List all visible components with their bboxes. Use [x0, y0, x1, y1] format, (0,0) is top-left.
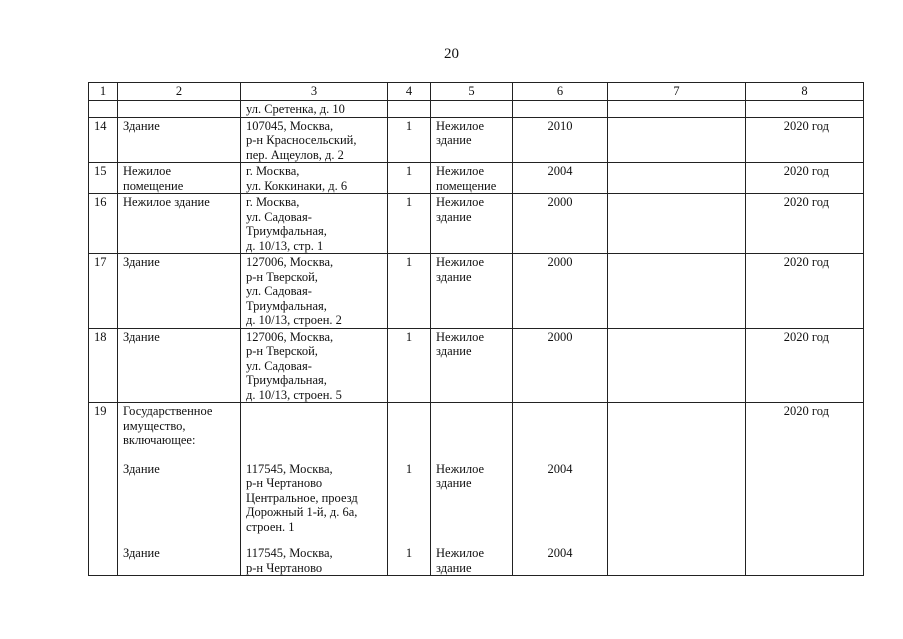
table-row — [89, 194, 864, 254]
cell-note — [608, 163, 746, 194]
spacer — [246, 404, 382, 419]
spacer — [123, 505, 235, 520]
text-line: 127006, Москва, — [246, 329, 334, 344]
text-line: д. 10/13, строен. 2 — [246, 313, 342, 327]
spacer — [518, 476, 602, 491]
cell-purpose — [431, 403, 513, 576]
spacer — [518, 448, 602, 462]
text-line: г. Москва, — [246, 164, 300, 178]
cell-qty — [388, 403, 431, 576]
table-row — [89, 163, 864, 194]
text-line: Нежилое — [436, 461, 485, 476]
cell-note — [608, 328, 746, 403]
text-line: Государственное — [123, 404, 213, 418]
text-line: р-н Чертаново — [246, 476, 323, 490]
cell-qty: 1 — [388, 194, 431, 254]
cell-year: 2004 — [513, 163, 608, 194]
spacer — [246, 433, 382, 448]
text-line: Триумфальная, — [246, 298, 327, 313]
cell-name — [118, 163, 241, 194]
text-line: пер. Ащеулов, д. 2 — [246, 147, 344, 162]
cell-year: 2010 — [513, 117, 608, 163]
spacer — [518, 561, 602, 576]
cell-note — [608, 254, 746, 329]
cell-purpose — [431, 328, 513, 403]
cell-purpose — [431, 101, 513, 118]
text-line: здание — [436, 209, 472, 224]
cell-address — [241, 117, 388, 163]
spacer — [436, 520, 507, 535]
spacer — [123, 520, 235, 535]
cell-name — [118, 403, 241, 576]
text-line: г. Москва, — [246, 195, 300, 209]
spacer — [246, 448, 382, 462]
text-line: включающее: — [123, 433, 196, 447]
spacer — [436, 505, 507, 520]
cell-address — [241, 254, 388, 329]
spacer — [393, 404, 425, 419]
spacer — [518, 505, 602, 520]
cell-period — [746, 101, 864, 118]
property-table — [88, 82, 864, 576]
cell-address — [241, 101, 388, 118]
text-line: Нежилое — [123, 164, 172, 178]
item-qty: 1 — [405, 546, 413, 560]
text-line: здание — [436, 476, 472, 490]
spacer — [393, 448, 425, 462]
spacer — [393, 433, 425, 448]
text-line: Здание — [123, 255, 160, 269]
text-line: р-н Тверской, — [246, 344, 318, 358]
cell-year — [513, 403, 608, 576]
cell-note — [608, 117, 746, 163]
text-line: Триумфальная, — [246, 224, 327, 238]
column-header-row — [89, 83, 864, 101]
spacer — [518, 404, 602, 419]
text-line: Нежилое — [436, 118, 485, 133]
text-line: д. 10/13, стр. 1 — [246, 238, 324, 253]
spacer — [436, 448, 507, 462]
text-line: имущество, — [123, 418, 186, 433]
cell-name — [118, 254, 241, 329]
column-header-2: 2 — [118, 83, 241, 101]
text-line: здание — [436, 344, 472, 358]
text-line: 127006, Москва, — [246, 255, 334, 269]
text-line: Нежилое здание — [123, 195, 210, 209]
text-line: Нежилое — [436, 546, 485, 560]
continuation-row — [89, 101, 864, 118]
spacer — [518, 491, 602, 506]
table-row — [89, 403, 864, 576]
cell-period: 2020 год — [746, 254, 864, 329]
column-header-3: 3 — [241, 83, 388, 101]
text-line: здание — [436, 269, 472, 284]
cell-year — [513, 101, 608, 118]
cell-name — [118, 101, 241, 118]
spacer — [518, 534, 602, 546]
text-line: Здание — [123, 118, 160, 133]
text-line: 107045, Москва, — [246, 118, 334, 133]
text-line: ул. Садовая- — [246, 284, 312, 298]
cell-period: 2020 год — [746, 328, 864, 403]
text-line: помещение — [123, 178, 184, 193]
address-line: ул. Сретенка, д. 10 — [246, 102, 345, 116]
spacer — [123, 491, 235, 506]
spacer — [246, 534, 382, 546]
text-line: Нежилое — [436, 164, 485, 178]
cell-purpose — [431, 117, 513, 163]
text-line: 117545, Москва, — [246, 461, 333, 476]
text-line: Нежилое — [436, 255, 485, 269]
spacer — [518, 520, 602, 535]
cell-year: 2000 — [513, 328, 608, 403]
cell-note — [608, 194, 746, 254]
cell-year: 2000 — [513, 194, 608, 254]
text-line: 117545, Москва, — [246, 546, 333, 560]
cell-num: 19 — [89, 403, 118, 576]
cell-qty: 1 — [388, 163, 431, 194]
column-header-1: 1 — [89, 83, 118, 101]
cell-purpose — [431, 254, 513, 329]
text-line: р-н Тверской, — [246, 269, 318, 284]
cell-address — [241, 328, 388, 403]
text-line: Дорожный 1-й, д. 6а, — [246, 505, 358, 519]
cell-num — [89, 101, 118, 118]
column-header-6: 6 — [513, 83, 608, 101]
cell-name — [118, 117, 241, 163]
cell-year: 2000 — [513, 254, 608, 329]
cell-num: 18 — [89, 328, 118, 403]
cell-num: 14 — [89, 117, 118, 163]
cell-name — [118, 328, 241, 403]
text-line: строен. 1 — [246, 519, 295, 534]
spacer — [123, 448, 235, 462]
cell-period: 2020 год — [746, 403, 864, 576]
spacer — [393, 419, 425, 434]
spacer — [393, 491, 425, 506]
text-line: р-н Чертаново — [246, 560, 323, 575]
spacer — [123, 476, 235, 491]
cell-num: 16 — [89, 194, 118, 254]
column-header-4: 4 — [388, 83, 431, 101]
text-line: Нежилое — [436, 329, 485, 344]
spacer — [518, 433, 602, 448]
cell-address — [241, 194, 388, 254]
text-line: Нежилое — [436, 195, 485, 209]
cell-period: 2020 год — [746, 163, 864, 194]
table-row — [89, 328, 864, 403]
text-line: ул. Садовая- — [246, 358, 312, 373]
text-line: р-н Красносельский, — [246, 133, 357, 147]
cell-qty: 1 — [388, 328, 431, 403]
spacer — [436, 534, 507, 546]
table-row — [89, 117, 864, 163]
cell-purpose — [431, 163, 513, 194]
spacer — [123, 534, 235, 546]
text-line: Здание — [123, 329, 160, 344]
text-line: Центральное, проезд — [246, 490, 358, 505]
cell-qty: 1 — [388, 117, 431, 163]
text-line: ул. Садовая- — [246, 209, 312, 224]
cell-period: 2020 год — [746, 117, 864, 163]
cell-address — [241, 163, 388, 194]
cell-address — [241, 403, 388, 576]
spacer — [393, 534, 425, 546]
cell-note — [608, 101, 746, 118]
spacer — [436, 433, 507, 448]
table-row — [89, 254, 864, 329]
spacer — [393, 520, 425, 535]
item-name: Здание — [123, 461, 160, 476]
column-header-8: 8 — [746, 83, 864, 101]
spacer — [436, 404, 507, 419]
cell-note — [608, 403, 746, 576]
spacer — [393, 505, 425, 520]
cell-qty: 1 — [388, 254, 431, 329]
cell-num: 17 — [89, 254, 118, 329]
cell-qty — [388, 101, 431, 118]
spacer — [393, 476, 425, 491]
spacer — [123, 561, 235, 576]
item-qty: 1 — [405, 461, 413, 476]
cell-period: 2020 год — [746, 194, 864, 254]
cell-purpose — [431, 194, 513, 254]
text-line: здание — [436, 560, 472, 575]
page-number: 20 — [444, 46, 459, 62]
spacer — [518, 419, 602, 434]
item-year: 2004 — [547, 546, 573, 560]
column-header-7: 7 — [608, 83, 746, 101]
cell-name — [118, 194, 241, 254]
text-line: ул. Коккинаки, д. 6 — [246, 178, 348, 193]
item-year: 2004 — [547, 461, 573, 476]
text-line: здание — [436, 133, 472, 147]
spacer — [436, 419, 507, 434]
column-header-5: 5 — [431, 83, 513, 101]
spacer — [436, 491, 507, 506]
text-line: помещение — [436, 178, 497, 193]
text-line: Триумфальная, — [246, 373, 327, 387]
item-name: Здание — [123, 546, 160, 560]
spacer — [393, 561, 425, 576]
cell-num: 15 — [89, 163, 118, 194]
text-line: д. 10/13, строен. 5 — [246, 387, 342, 402]
spacer — [246, 419, 382, 434]
